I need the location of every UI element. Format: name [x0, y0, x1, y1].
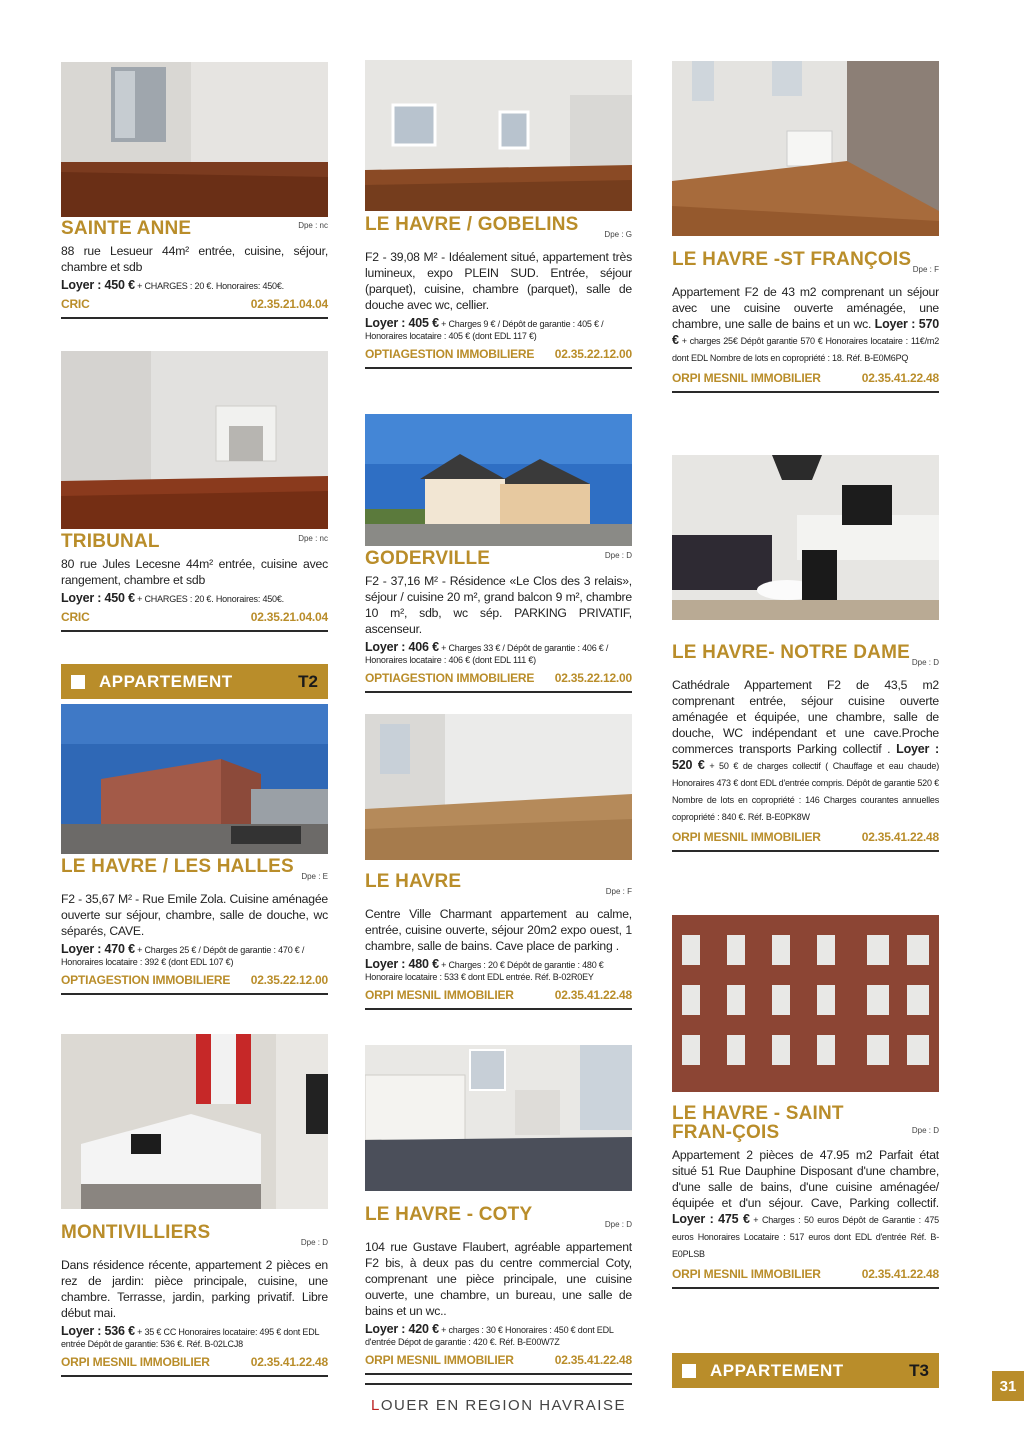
listing-montivilliers	[61, 1221, 328, 1377]
listing-goderville	[365, 547, 632, 693]
dpe-rating: Dpe : nc	[298, 534, 328, 543]
footer-initial: L	[371, 1397, 381, 1414]
listing-title: MONTIVILLIERS	[61, 1222, 211, 1243]
agency-contact: CRIC 02.35.21.04.04	[61, 297, 328, 319]
listing-les-halles	[61, 855, 328, 995]
listing-description: F2 - 39,08 M² - Idéalement situé, appartement très lumineux, expo PLEIN SUD. Entrée, séjour (parquet), cuisine, chambre (parquet), salle de douche avec wc, cellier.	[365, 250, 632, 312]
dpe-rating: Dpe : D	[911, 658, 939, 667]
banner-label: APPARTEMENT	[99, 671, 233, 691]
listing-title: SAINTE ANNE	[61, 218, 192, 239]
photo-montivilliers	[61, 1034, 328, 1209]
agency-contact: ORPI MESNIL IMMOBILIER 02.35.41.22.48	[61, 1355, 328, 1377]
listing-description: Appartement 2 pièces de 47.95 m2 Parfait état situé 51 Rue Dauphine Disposant d'une chambre, d'une salle de bains, d'une cuisine aménagée/équipée et d'un séjour. Cave, Parking collectif. Loyer : 475 € + Charges : 50 euros Dépôt de Garantie : 475 euros Honoraires Locataire : 517 euros dont EDL d'entrée Réf. B-E0PLSB	[672, 1148, 939, 1259]
photo-tribunal	[61, 351, 328, 529]
agency-contact: CRIC 02.35.21.04.04	[61, 610, 328, 632]
listing-title: LE HAVRE - SAINT FRAN-ÇOIS	[672, 1103, 844, 1143]
listing-title: TRIBUNAL	[61, 531, 160, 552]
agency-contact: OPTIAGESTION IMMOBILIERE 02.35.22.12.00	[365, 347, 632, 369]
dpe-rating: Dpe : nc	[298, 221, 328, 230]
listing-st-francois	[672, 248, 939, 393]
dpe-rating: Dpe : F	[912, 265, 939, 274]
banner-type: T2	[298, 671, 318, 691]
rent-info: Loyer : 470 € + Charges 25 € / Dépôt de garantie : 470 € / Honoraires locataire : 392 € (dont EDL 107 €)	[61, 942, 305, 967]
listing-title: LE HAVRE- NOTRE DAME	[672, 642, 910, 663]
rent-info: Loyer : 450 € + CHARGES : 20 €. Honoraires: 450€.	[61, 278, 284, 292]
listing-title: GODERVILLE	[365, 548, 491, 569]
rent-info: Loyer : 480 € + Charges : 20 € Dépôt de garantie : 480 € Honoraire locataire : 533 € dont EDL entrée. Réf. B-02R0EY	[365, 957, 604, 982]
listing-tribunal	[61, 530, 328, 632]
square-icon	[71, 675, 85, 689]
listing-description: 88 rue Lesueur 44m² entrée, cuisine, séjour, chambre et sdb	[61, 244, 328, 274]
photo-les-halles	[61, 704, 328, 854]
dpe-rating: Dpe : D	[604, 1220, 632, 1229]
agency-contact: ORPI MESNIL IMMOBILIER 02.35.41.22.48	[672, 1267, 939, 1289]
dpe-rating: Dpe : D	[300, 1238, 328, 1247]
agency-contact: ORPI MESNIL IMMOBILIER 02.35.41.22.48	[672, 371, 939, 393]
banner-label: APPARTEMENT	[710, 1360, 844, 1380]
listing-title: LE HAVRE / LES HALLES	[61, 856, 294, 877]
agency-contact: OPTIAGESTION IMMOBILIERE 02.35.22.12.00	[61, 973, 328, 995]
listing-coty	[365, 1203, 632, 1375]
listing-description: 104 rue Gustave Flaubert, agréable appartement F2 bis, à deux pas du centre commercial Coty, comprenant une pièce principale, une cuisine ouverte, une chambre, un bureau, une salle de bains et un wc..	[365, 1240, 632, 1318]
banner-type: T3	[909, 1360, 929, 1380]
photo-gobelins	[365, 60, 632, 211]
page-number: 31	[992, 1371, 1024, 1401]
square-icon	[682, 1364, 696, 1378]
listing-description: Appartement F2 de 43 m2 comprenant un séjour avec une cuisine ouverte aménagée, une chambre, une salle de bains et un wc. Loyer : 570 € + charges 25€ Dépôt garantie 570 € Honoraires locataire : 11€/m2 dont EDL Nombre de lots en copropriété : 18. Réf. B-E0M6PQ	[672, 285, 940, 363]
listing-description: Dans résidence récente, appartement 2 pièces en rez de jardin: pièce principale, cuisine, une chambre. Terrasse, jardin, parking privatif. Libre début mai.	[61, 1258, 328, 1320]
rent-info: Loyer : 536 € + 35 € CC Honoraires locataire: 495 € dont EDL entrée Dépôt de garantie: 536 €. Réf. B-02LCJ8	[61, 1324, 319, 1349]
rent-info: Loyer : 406 € + Charges 33 € / Dépôt de garantie : 406 € / Honoraires locataire : 406 € (dont EDL 111 €)	[365, 640, 609, 665]
listing-saint-francois	[672, 1104, 939, 1289]
agency-contact: OPTIAGESTION IMMOBILIERE 02.35.22.12.00	[365, 671, 632, 693]
listing-description: Cathédrale Appartement F2 de 43,5 m2 comprenant entrée, séjour cuisine ouverte aménagée et équipée, une chambre, salle de douche, WC indépendant et une cave.Proche commerces transports Parking collectif . Loyer : 520 € + 50 € de charges collectif ( Chauffage et eau chaude) Honoraires 473 € dont EDL d'entrée compris. Dépôt de garantie 520 € Nombre de lots en copropriété : 146 Charges courantes annuelles copropriété : 840 €. Réf. B-E0PK8W	[672, 678, 939, 822]
page-footer	[365, 1383, 632, 1414]
photo-st-francois	[672, 61, 939, 236]
listing-description: F2 - 37,16 M² - Résidence «Le Clos des 3 relais», séjour / cuisine 20 m², grand balcon 9 m², chambre 10 m², sdb, wc sép. PARKING PRIVATIF, ascenseur.	[365, 574, 632, 636]
listing-le-havre	[365, 870, 632, 1010]
photo-coty	[365, 1045, 632, 1191]
listing-notre-dame	[672, 641, 939, 852]
listing-sainte-anne	[61, 217, 328, 319]
listing-description: 80 rue Jules Lecesne 44m² entrée, cuisine avec rangement, chambre et sdb	[61, 557, 328, 587]
footer-text: OUER EN REGION HAVRAISE	[380, 1397, 626, 1414]
dpe-rating: Dpe : D	[604, 551, 632, 560]
rent-info: Loyer : 450 € + CHARGES : 20 €. Honoraires: 450€.	[61, 591, 284, 605]
agency-contact: ORPI MESNIL IMMOBILIER 02.35.41.22.48	[365, 1353, 632, 1375]
dpe-rating: Dpe : G	[604, 230, 632, 239]
listing-title: LE HAVRE -ST FRANÇOIS	[672, 249, 912, 270]
photo-sainte-anne	[61, 62, 328, 217]
listing-description: Centre Ville Charmant appartement au calme, entrée, cuisine ouverte, séjour 20m2 expo ouest, 1 chambre, salle de bains. Cave place de parking .	[365, 907, 632, 953]
dpe-rating: Dpe : E	[301, 872, 328, 881]
banner-appartement-t3	[672, 1353, 939, 1388]
listing-title: LE HAVRE - COTY	[365, 1204, 533, 1225]
rent-info: Loyer : 405 € + Charges 9 € / Dépôt de garantie : 405 € / Honoraires locataire : 405 € (dont EDL 117 €)	[365, 316, 604, 341]
dpe-rating: Dpe : D	[911, 1126, 939, 1135]
agency-contact: ORPI MESNIL IMMOBILIER 02.35.41.22.48	[672, 830, 939, 852]
photo-notre-dame	[672, 455, 939, 620]
dpe-rating: Dpe : F	[605, 887, 632, 896]
listing-description: F2 - 35,67 M² - Rue Emile Zola. Cuisine aménagée ouverte sur séjour, chambre, salle de douche, wc séparés, CAVE.	[61, 892, 328, 938]
listing-title: LE HAVRE	[365, 871, 462, 892]
rent-info: Loyer : 420 € + charges : 30 € Honoraires : 450 € dont EDL d'entrée Dépot de garantie : 420 €. Réf. B-E00W7Z	[365, 1322, 614, 1347]
photo-goderville	[365, 414, 632, 546]
listing-gobelins	[365, 213, 632, 369]
agency-contact: ORPI MESNIL IMMOBILIER 02.35.41.22.48	[365, 988, 632, 1010]
photo-le-havre	[365, 714, 632, 860]
banner-appartement-t2	[61, 664, 328, 699]
listing-title: LE HAVRE / GOBELINS	[365, 214, 579, 235]
photo-saint-francois	[672, 915, 939, 1092]
